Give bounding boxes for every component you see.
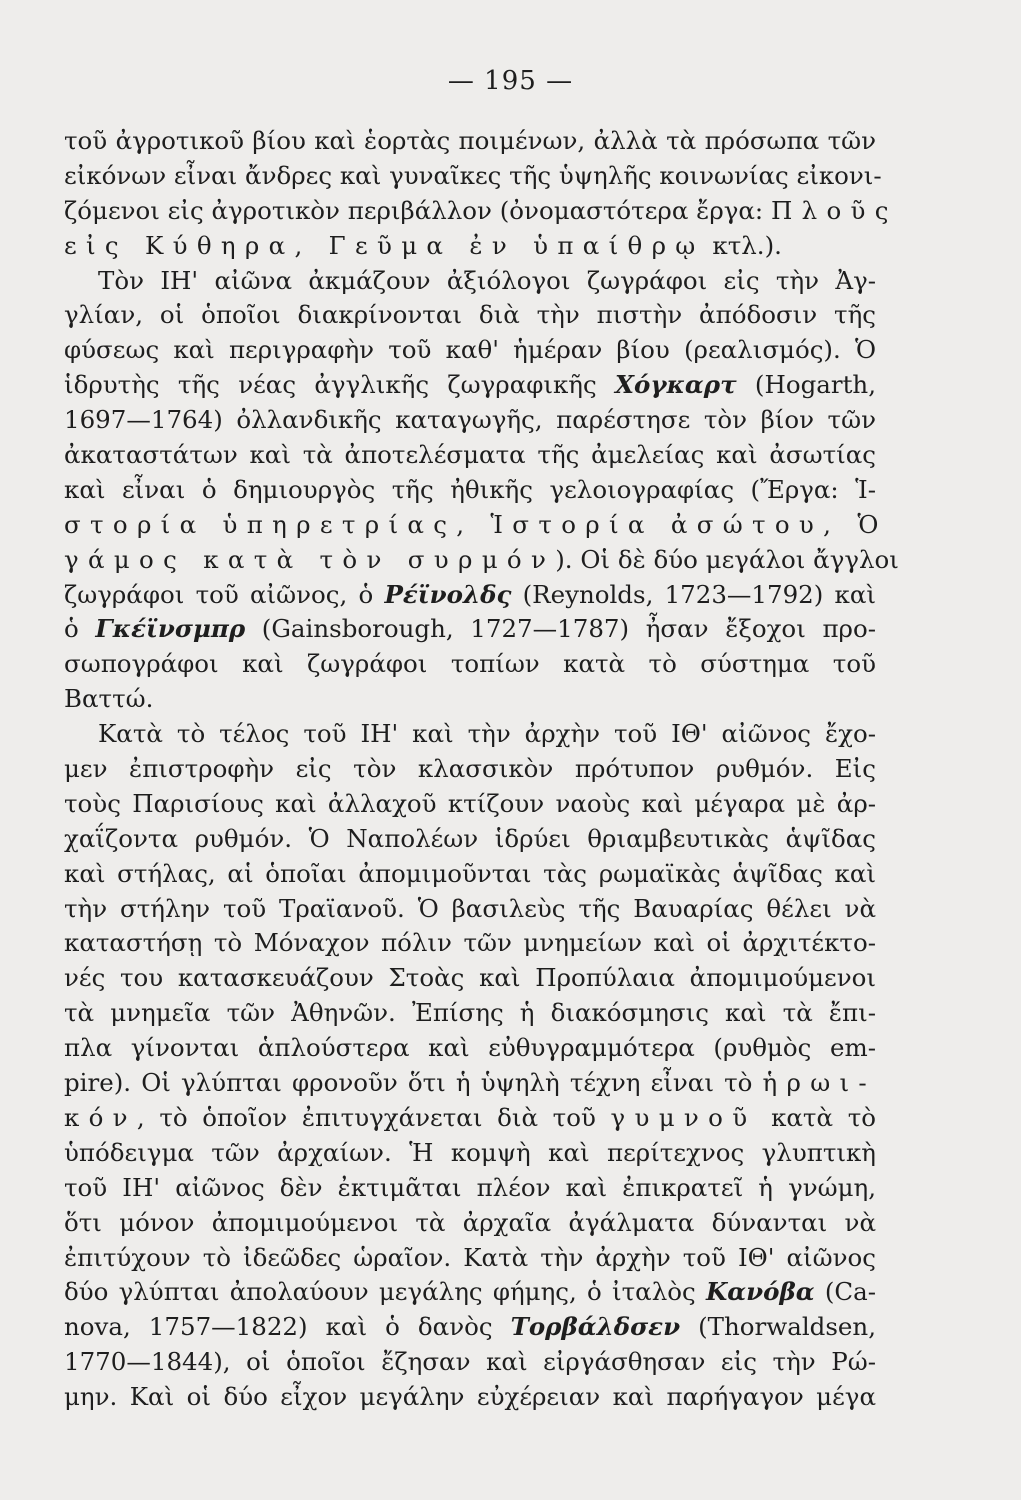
text-line [64, 264, 876, 299]
text-segment: ). Οἱ δὲ δύο μεγάλοι ἄγγλοι [555, 544, 899, 574]
text-segment: τοὺς Παρισίους καὶ ἀλλαχοῦ κτίζουν ναοὺς καὶ μέγαρα μὲ ἀρ- [64, 788, 876, 818]
text-line [64, 368, 876, 403]
text-line [64, 1310, 876, 1345]
spaced-text: κόν [64, 1102, 137, 1132]
text-line [64, 159, 882, 194]
text-line [64, 403, 876, 438]
text-line [64, 578, 876, 613]
text-line [64, 1101, 876, 1136]
text-line [64, 961, 876, 996]
text-segment: Κατὰ τὸ τέλος τοῦ ΙΗ' καὶ τὴν ἀρχὴν τοῦ ΙΘ' αἰῶνος ἔχο- [98, 719, 876, 749]
text-segment: νές του κατασκευάζουν Στοὰς καὶ Προπύλαια ἀπομιμούμενοι [64, 963, 876, 993]
emphasized-name: Γκέϊνσμπρ [95, 614, 246, 644]
text-line [64, 787, 876, 822]
spaced-text: γάμος κατὰ τὸν συρμόν [64, 544, 556, 574]
text-line [64, 1066, 876, 1101]
text-segment: μην. Καὶ οἱ δύο εἶχον μεγάλην εὐχέρειαν καὶ παρήγαγον μέγα [64, 1382, 876, 1412]
text-segment: ἱδρυτὴς τῆς νέας ἀγγλικῆς ζωγραφικῆς [64, 370, 616, 400]
text-line [64, 473, 876, 508]
text-segment: (Thorwaldsen, [680, 1312, 876, 1342]
text-segment: μεν ἐπιστροφὴν εἰς τὸν κλασσικὸν πρότυπον ρυθμόν. Εἰς [64, 754, 876, 784]
text-segment: καταστήσῃ τὸ Μόναχον πόλιν τῶν μνημείων καὶ οἱ ἀρχιτέκτο- [64, 928, 876, 958]
emphasized-name: Κανόβα [705, 1277, 815, 1307]
text-line [64, 822, 876, 857]
text-segment: καὶ εἶναι ὁ δημιουργὸς τῆς ἠθικῆς γελοιογραφίας (Ἔργα: Ἱ- [64, 474, 876, 504]
text-segment: Τὸν ΙΗ' αἰῶνα ἀκμάζουν ἀξιόλογοι ζωγράφοι εἰς τὴν Ἀγ- [98, 265, 876, 295]
text-segment: ἐπιτύχουν τὸ ἰδεῶδες ὡραῖον. Κατὰ τὴν ἀρχὴν τοῦ ΙΘ' αἰῶνος [64, 1242, 876, 1272]
text-line [64, 1136, 876, 1171]
spaced-text: στορία ὑπηρετρίας, Ἱστορία ἀσώτου, Ὁ [64, 509, 888, 539]
text-segment: 1770—1844), οἱ ὁποῖοι ἔζησαν καὶ εἰργάσθησαν εἰς τὴν Ρώ- [64, 1347, 876, 1377]
text-line [64, 508, 888, 543]
text-line [64, 892, 876, 927]
text-segment: 1697—1764) ὀλλανδικῆς καταγωγῆς, παρέστησε τὸν βίον τῶν [64, 405, 876, 435]
text-line [64, 612, 876, 647]
text-segment: ὅτι μόνον ἀπομιμούμενοι τὰ ἀρχαῖα ἀγάλματα δύνανται νὰ [64, 1207, 876, 1237]
emphasized-name: Χόγκαρτ [615, 370, 737, 400]
text-line [64, 333, 876, 368]
emphasized-name: Ρέϊνολδς [384, 579, 512, 609]
spaced-text: ἡρωι- [762, 1068, 876, 1098]
text-segment: χαΐζοντα ρυθμόν. Ὁ Ναπολέων ἱδρύει θριαμβευτικὰς ἁψῖδας [64, 823, 876, 853]
text-line [64, 1275, 876, 1310]
text-segment: καὶ στήλας, αἱ ὁποῖαι ἀπομιμοῦνται τὰς ρωμαϊκὰς ἁψῖδας καὶ [64, 858, 876, 888]
text-segment: πλα γίνονται ἁπλούστερα καὶ εὐθυγραμμότερα (ρυθμὸς em- [64, 1033, 876, 1063]
text-line [64, 124, 876, 159]
text-line [64, 543, 899, 578]
text-segment: (Hogarth, [736, 370, 876, 400]
text-segment: γλίαν, οἱ ὁποῖοι διακρίνονται διὰ τὴν πιστὴν ἀπόδοσιν τῆς [64, 300, 876, 330]
text-segment: τοῦ ἀγροτικοῦ βίου καὶ ἑορτὰς ποιμένων, ἀλλὰ τὰ πρόσωπα τῶν [64, 126, 876, 155]
text-line [64, 438, 876, 473]
text-line [64, 926, 876, 961]
text-segment: nova, 1757—1822) καὶ ὁ δανὸς [64, 1312, 511, 1342]
text-line [64, 1206, 876, 1241]
text-line [64, 229, 876, 264]
emphasized-name: Τορβάλδσεν [510, 1312, 681, 1342]
text-line [64, 1345, 876, 1380]
text-line [64, 1241, 876, 1276]
text-segment: τὰ μνημεῖα τῶν Ἀθηνῶν. Ἐπίσης ἡ διακόσμησις καὶ τὰ ἔπι- [64, 998, 876, 1028]
text-line [64, 752, 876, 787]
spaced-text: εἰς Κύθηρα, Γεῦμα ἐν ὑπαίθρῳ [64, 230, 705, 260]
text-segment: ὁ [64, 614, 96, 644]
text-line [64, 298, 876, 333]
page-number: — 195 — [447, 66, 574, 96]
text-segment: (Reynolds, 1723—1792) καὶ [511, 579, 876, 609]
text-line [64, 996, 876, 1031]
text-line [64, 194, 898, 229]
text-segment: (Ca- [814, 1277, 877, 1307]
text-segment: ζωγράφοι τοῦ αἰῶνος, ὁ [64, 579, 385, 609]
text-segment: σωπογράφοι καὶ ζωγράφοι τοπίων κατὰ τὸ σύστημα τοῦ [64, 649, 876, 679]
text-segment: Βαττώ. [64, 684, 154, 714]
text-segment: τοῦ ΙΗ' αἰῶνος δὲν ἐκτιμᾶται πλέον καὶ ἐπικρατεῖ ἡ γνώμη, [64, 1172, 876, 1202]
text-line [64, 647, 876, 682]
text-line [64, 1380, 876, 1415]
text-segment: ζόμενοι εἰς ἀγροτικὸν περιβάλλον (ὀνομαστότερα ἔργα: [64, 195, 771, 225]
text-segment: ὑπόδειγμα τῶν ἀρχαίων. Ἡ κομψὴ καὶ περίτεχνος γλυπτικὴ [64, 1137, 876, 1167]
spaced-text: γυμνοῦ [610, 1102, 757, 1132]
body-text [64, 124, 899, 1415]
text-segment: pire). Οἱ γλύπται φρονοῦν ὅτι ἡ ὑψηλὴ τέχνη εἶναι τὸ [64, 1068, 763, 1098]
text-line [64, 682, 876, 717]
text-segment: τὴν στήλην τοῦ Τραϊανοῦ. Ὁ βασιλεὺς τῆς Βαυαρίας θέλει νὰ [64, 893, 876, 923]
text-segment: δύο γλύπται ἀπολαύουν μεγάλης φήμης, ὁ ἰταλὸς [64, 1277, 706, 1307]
text-line [64, 1171, 876, 1206]
text-segment: εἰκόνων εἶναι ἄνδρες καὶ γυναῖκες τῆς ὑψηλῆς κοινωνίας εἰκονι- [64, 160, 882, 190]
text-line [64, 857, 876, 892]
text-line [64, 717, 876, 752]
text-segment: κατὰ τὸ [756, 1102, 876, 1132]
text-segment: ἀκαταστάτων καὶ τὰ ἀποτελέσματα τῆς ἀμελείας καὶ ἀσωτίας [64, 440, 876, 470]
spaced-text: Πλοῦς [770, 195, 898, 225]
text-segment: (Gainsborough, 1727—1787) ἦσαν ἔξοχοι προ- [245, 614, 876, 644]
text-segment: κτλ.). [704, 230, 782, 260]
text-segment: φύσεως καὶ περιγραφὴν τοῦ καθ' ἡμέραν βίου (ρεαλισμός). Ὁ [64, 335, 876, 365]
text-line [64, 1031, 876, 1066]
text-segment: , τὸ ὁποῖον ἐπιτυγχάνεται διὰ τοῦ [136, 1102, 611, 1132]
